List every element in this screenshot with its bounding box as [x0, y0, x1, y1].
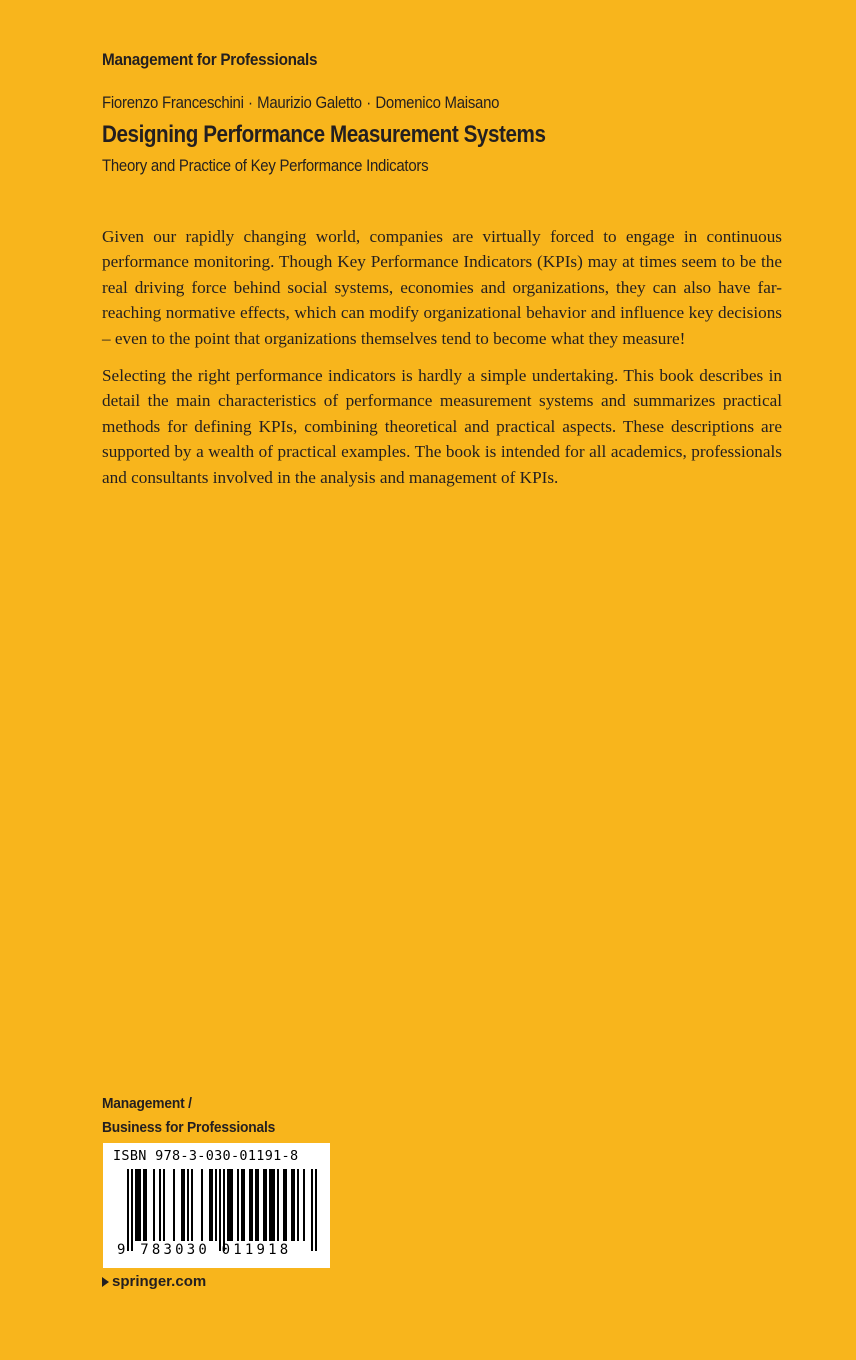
category-line: Management /: [102, 1095, 192, 1112]
barcode-bar: [191, 1169, 193, 1241]
book-description: [102, 224, 782, 502]
isbn-label: ISBN 978-3-030-01191-8: [113, 1148, 299, 1164]
author-name: Fiorenzo Franceschini: [102, 93, 244, 112]
barcode-bar: [159, 1169, 161, 1241]
barcode-bar: [297, 1169, 299, 1241]
barcode-bar: [291, 1169, 293, 1241]
barcode-bar: [255, 1169, 257, 1241]
barcode-bar: [271, 1169, 273, 1241]
barcode-bar: [187, 1169, 189, 1241]
description-paragraph: Selecting the right performance indicators is hardly a simple undertaking. This book describes in detail the main characteristics of performance measurement systems and summarizes practical methods for defining KPIs, combining theoretical and practical aspects. These descriptions are supported by a wealth of practical examples. The book is intended for all academics, professionals and consultants involved in the analysis and management of KPIs.: [102, 366, 782, 487]
barcode-bar: [277, 1169, 279, 1241]
barcode-bar: [315, 1169, 317, 1251]
barcode-bar: [273, 1169, 275, 1241]
barcode-bar: [227, 1169, 229, 1241]
author-separator: ·: [248, 93, 253, 112]
barcode-bar: [283, 1169, 285, 1241]
barcode-bar: [231, 1169, 233, 1241]
barcode-bar: [269, 1169, 271, 1241]
author-name: Domenico Maisano: [375, 93, 500, 112]
barcode-bar: [285, 1169, 287, 1241]
book-subtitle: Theory and Practice of Key Performance Indicators: [102, 156, 429, 175]
website-label: springer.com: [112, 1273, 207, 1290]
barcode-bar: [183, 1169, 185, 1241]
barcode-bar: [223, 1169, 225, 1251]
barcode-bar: [145, 1169, 147, 1241]
barcode-bar: [211, 1169, 213, 1241]
barcode-bar: [137, 1169, 139, 1241]
author-list: [102, 93, 499, 113]
barcode-bar: [251, 1169, 253, 1241]
barcode-bar: [215, 1169, 217, 1241]
barcode-bar: [139, 1169, 141, 1241]
barcode-bar: [241, 1169, 243, 1241]
ean-digits: 9 783030 011918: [117, 1242, 292, 1258]
description-paragraph: Given our rapidly changing world, companies are virtually forced to engage in continuous performance monitoring. Though Key Performance Indicators (KPIs) may at times seem to be the real driving force behind social systems, economies and organizations, they can also have far-reaching normative effects, which can modify organizational behavior and influence key decisions – even to the point that organizations themselves tend to become what they measure!: [102, 227, 782, 348]
barcode-bar: [263, 1169, 265, 1241]
book-title: Designing Performance Measurement Systems: [102, 121, 546, 148]
barcode-bar: [173, 1169, 175, 1241]
barcode-bar: [237, 1169, 239, 1241]
barcode-bar: [153, 1169, 155, 1241]
right-triangle-icon: [102, 1277, 109, 1287]
barcode-bar: [311, 1169, 313, 1251]
barcode-bar: [243, 1169, 245, 1241]
category-line: Business for Professionals: [102, 1119, 276, 1136]
barcode-bar: [143, 1169, 145, 1241]
author-name: Maurizio Galetto: [257, 93, 362, 112]
subject-category: [102, 1092, 275, 1140]
barcode-bar: [257, 1169, 259, 1241]
barcode-bar: [201, 1169, 203, 1241]
barcode-bar: [265, 1169, 267, 1241]
barcode-bar: [249, 1169, 251, 1241]
publisher-website[interactable]: [102, 1273, 206, 1290]
barcode-bar: [181, 1169, 183, 1241]
barcode-bar: [219, 1169, 221, 1251]
barcode-bar: [293, 1169, 295, 1241]
barcode-bar: [127, 1169, 129, 1251]
barcode-bar: [163, 1169, 165, 1241]
author-separator: ·: [366, 93, 371, 112]
series-name: Management for Professionals: [102, 50, 318, 69]
barcode-bar: [131, 1169, 133, 1251]
barcode-bar: [303, 1169, 305, 1241]
barcode-bar: [229, 1169, 231, 1241]
barcode-bar: [209, 1169, 211, 1241]
isbn-barcode: [103, 1143, 330, 1268]
barcode-bar: [135, 1169, 137, 1241]
